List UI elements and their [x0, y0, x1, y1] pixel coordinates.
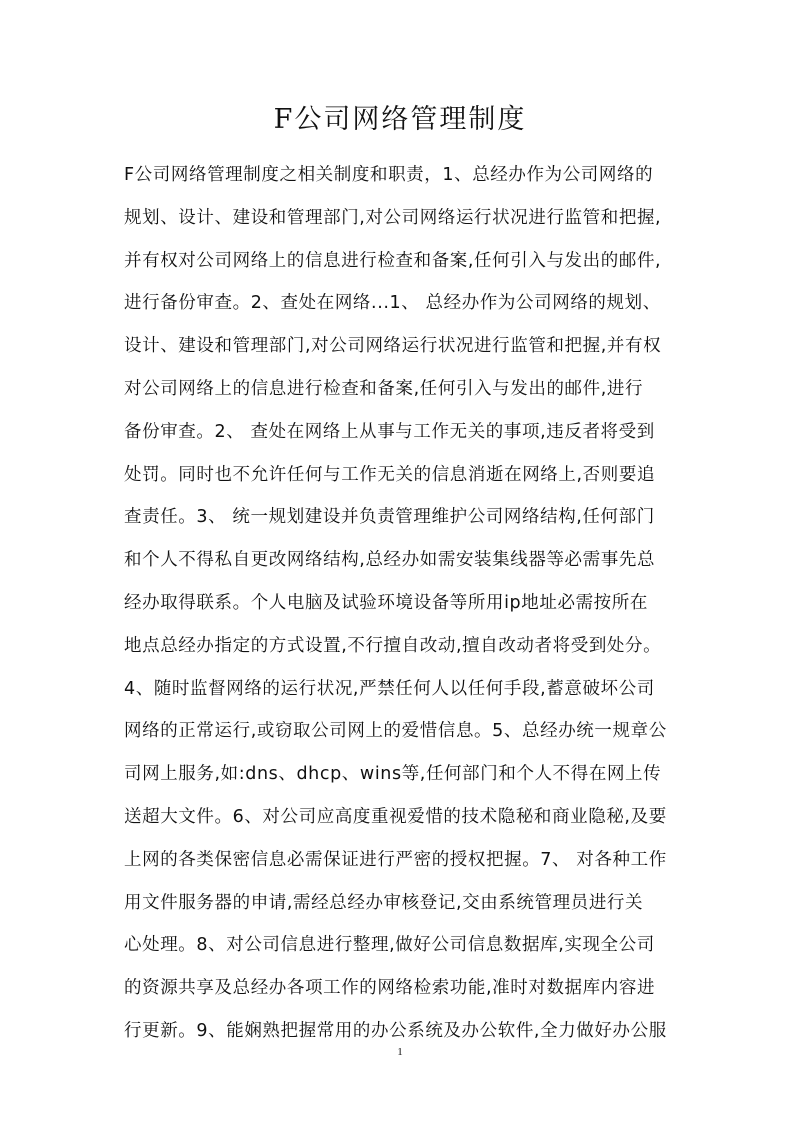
body-line: 心处理。8、对公司信息进行整理,做好公司信息数据库,实现全公司 [124, 935, 655, 956]
body-line: 设计、建设和管理部门,对公司网络运行状况进行监管和把握,并有权 [124, 336, 662, 357]
body-line: 网络的正常运行,或窃取公司网上的爱惜信息。5、总经办统一规章公 [124, 721, 667, 742]
body-line: 备份审查。2、 查处在网络上从事与工作无关的事项,违反者将受到 [124, 421, 655, 442]
body-line: 对公司网络上的信息进行检查和备案,任何引入与发出的邮件,进行 [124, 378, 644, 399]
body-line: 送超大文件。6、对公司应高度重视爱惜的技术隐秘和商业隐秘,及要 [124, 806, 667, 827]
body-line: 4、随时监督网络的运行状况,严禁任何人以任何手段,蓄意破坏公司 [124, 678, 655, 699]
body-line: F公司网络管理制度之相关制度和职责，1、总经办作为公司网络的 [124, 165, 654, 185]
document-body [124, 154, 724, 1053]
document-title: F公司网络管理制度 [273, 104, 527, 135]
body-line: 地点总经办指定的方式设置,不行擅自改动,擅自改动者将受到处分。 [124, 635, 662, 656]
body-line: 经办取得联系。个人电脑及试验环境设备等所用ip地址必需按所在 [124, 592, 648, 613]
body-line: 规划、设计、建设和管理部门,对公司网络运行状况进行监管和把握, [124, 207, 662, 228]
body-line: 处罚。同时也不允许任何与工作无关的信息消逝在网络上,否则要追 [124, 464, 656, 485]
body-line: 和个人不得私自更改网络结构,总经办如需安装集线器等必需事先总 [124, 550, 656, 571]
body-line: 进行备份审查。2、查处在网络...1、 总经办作为公司网络的规划、 [124, 293, 661, 314]
body-line: 行更新。9、能娴熟把握常用的办公系统及办公软件,全力做好办公服 [124, 1020, 667, 1041]
body-line: 用文件服务器的申请,需经总经办审核登记,交由系统管理员进行关 [124, 892, 644, 913]
page-number: 1 [397, 1046, 403, 1058]
body-line: 并有权对公司网络上的信息进行检查和备案,任何引入与发出的邮件, [124, 250, 662, 271]
body-line: 司网上服务,如:dns、dhcp、wins等,任何部门和个人不得在网上传 [124, 764, 662, 785]
body-line: 的资源共享及总经办各项工作的网络检索功能,准时对数据库内容进 [124, 978, 656, 999]
body-line: 查责任。3、 统一规划建设并负责管理维护公司网络结构,任何部门 [124, 507, 655, 528]
body-line: 上网的各类保密信息必需保证进行严密的授权把握。7、 对各种工作 [124, 849, 667, 870]
